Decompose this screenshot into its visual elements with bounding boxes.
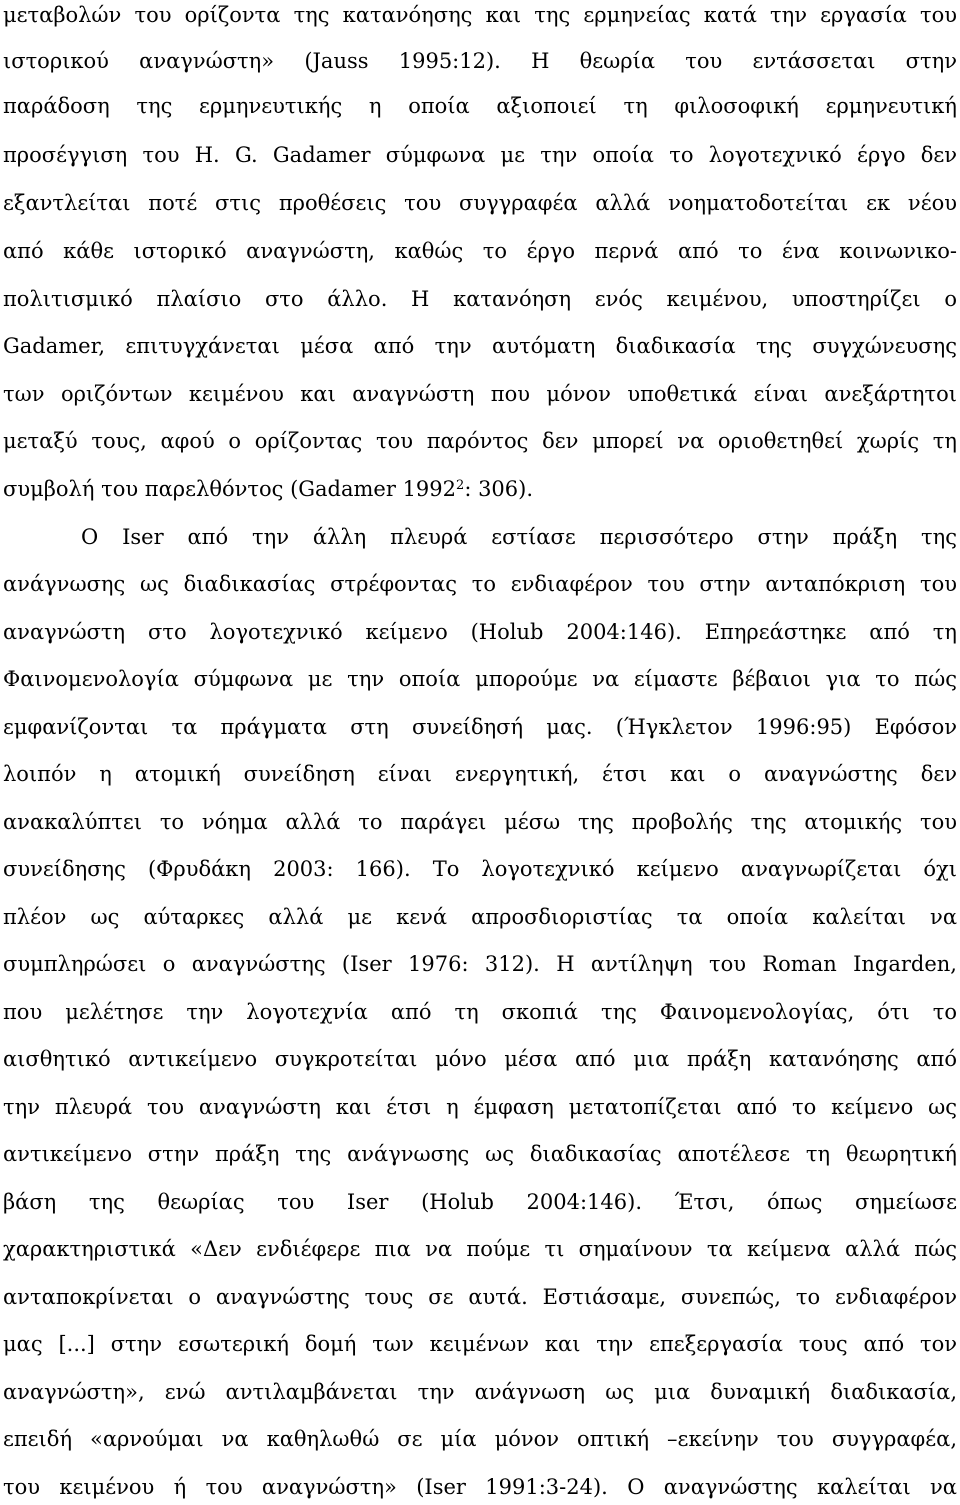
citation-line xyxy=(3,474,957,504)
text-line: που μελέτησε την λογοτεχνία από τη σκοπιά της Φαινομενολογίας, ότι το xyxy=(3,1000,957,1024)
text-line: Gadamer, επιτυγχάνεται μέσα από την αυτόματη διαδικασία της συγχώνευσης xyxy=(3,334,957,358)
text-line: αναγνώστη», ενώ αντιλαμβάνεται την ανάγνωση ως μια δυναμική διαδικασία, xyxy=(3,1380,957,1404)
text-line: βάση της θεωρίας του Iser (Holub 2004:146). Έτσι, όπως σημείωσε xyxy=(3,1190,957,1214)
citation-pages: : 306). xyxy=(464,477,534,501)
citation-text: συμβολή του παρελθόντος (Gadamer 1992 xyxy=(3,477,457,501)
text-line: ανακαλύπτει το νόημα αλλά το παράγει μέσω της προβολής της ατομικής του xyxy=(3,810,957,834)
text-line: συνείδησης (Φρυδάκη 2003: 166). Το λογοτεχνικό κείμενο αναγνωρίζεται όχι xyxy=(3,857,957,881)
text-line: προσέγγιση του Η. G. Gadamer σύμφωνα με την οποία το λογοτεχνικό έργο δεν xyxy=(3,143,957,167)
text-line: μεταξύ τους, αφού ο ορίζοντας του παρόντος δεν μπορεί να οριοθετηθεί χωρίς τη xyxy=(3,429,957,453)
text-line: την πλευρά του αναγνώστη και έτσι η έμφαση μετατοπίζεται από το κείμενο ως xyxy=(3,1095,957,1119)
text-line: του κειμένου ή του αναγνώστη» (Iser 1991:3-24). Ο αναγνώστης καλείται να xyxy=(3,1475,957,1499)
text-line: παράδοση της ερμηνευτικής η οποία αξιοποιεί τη φιλοσοφική ερμηνευτική xyxy=(3,94,957,118)
text-line: εξαντλείται ποτέ στις προθέσεις του συγγραφέα αλλά νοηματοδοτείται εκ νέου xyxy=(3,191,957,215)
text-line: από κάθε ιστορικό αναγνώστη, καθώς το έργο περνά από το ένα κοινωνικο- xyxy=(3,239,957,263)
text-line: εμφανίζονται τα πράγματα στη συνείδησή μας. (Ήγκλετον 1996:95) Εφόσον xyxy=(3,715,957,739)
paragraph-first-line: Ο Iser από την άλλη πλευρά εστίασε περισσότερο στην πράξη της xyxy=(81,525,957,549)
text-line: πολιτισμικό πλαίσιο στο άλλο. Η κατανόηση ενός κειμένου, υποστηρίζει ο xyxy=(3,287,957,311)
text-line: των οριζόντων κειμένου και αναγνώστη που μόνον υποθετικά είναι ανεξάρτητοι xyxy=(3,382,957,406)
text-line: μεταβολών του ορίζοντα της κατανόησης και της ερμηνείας κατά την εργασία του xyxy=(3,3,957,27)
text-line: ανάγνωσης ως διαδικασίας στρέφοντας το ενδιαφέρον του στην ανταπόκριση του xyxy=(3,572,957,596)
text-line: ιστορικού αναγνώστη» (Jauss 1995:12). Η θεωρία του εντάσσεται στην xyxy=(3,49,957,73)
text-line: χαρακτηριστικά «Δεν ενδιέφερε πια να πούμε τι σημαίνουν τα κείμενα αλλά πώς xyxy=(3,1237,957,1261)
text-line: μας [...] στην εσωτερική δομή των κειμένων και την επεξεργασία τους από τον xyxy=(3,1332,957,1356)
text-line: αναγνώστη στο λογοτεχνικό κείμενο (Holub 2004:146). Επηρεάστηκε από τη xyxy=(3,620,957,644)
edition-superscript: 2 xyxy=(456,478,465,493)
text-line: Φαινομενολογία σύμφωνα με την οποία μπορούμε να είμαστε βέβαιοι για το πώς xyxy=(3,667,957,691)
text-line: αισθητικό αντικείμενο συγκροτείται μόνο μέσα από μια πράξη κατανόησης από xyxy=(3,1047,957,1071)
text-line: ανταποκρίνεται ο αναγνώστης τους σε αυτά. Εστιάσαμε, συνεπώς, το ενδιαφέρον xyxy=(3,1285,957,1309)
text-line: επειδή «αρνούμαι να καθηλωθώ σε μία μόνον οπτική –εκείνην του συγγραφέα, xyxy=(3,1427,957,1451)
text-line: αντικείμενο στην πράξη της ανάγνωσης ως διαδικασίας αποτέλεσε τη θεωρητική xyxy=(3,1142,957,1166)
text-line: λοιπόν η ατομική συνείδηση είναι ενεργητική, έτσι και ο αναγνώστης δεν xyxy=(3,762,957,786)
text-line: συμπληρώσει ο αναγνώστης (Iser 1976: 312). Η αντίληψη του Roman Ingarden, xyxy=(3,952,957,976)
text-line: πλέον ως αύταρκες αλλά με κενά απροσδιοριστίας τα οποία καλείται να xyxy=(3,905,957,929)
